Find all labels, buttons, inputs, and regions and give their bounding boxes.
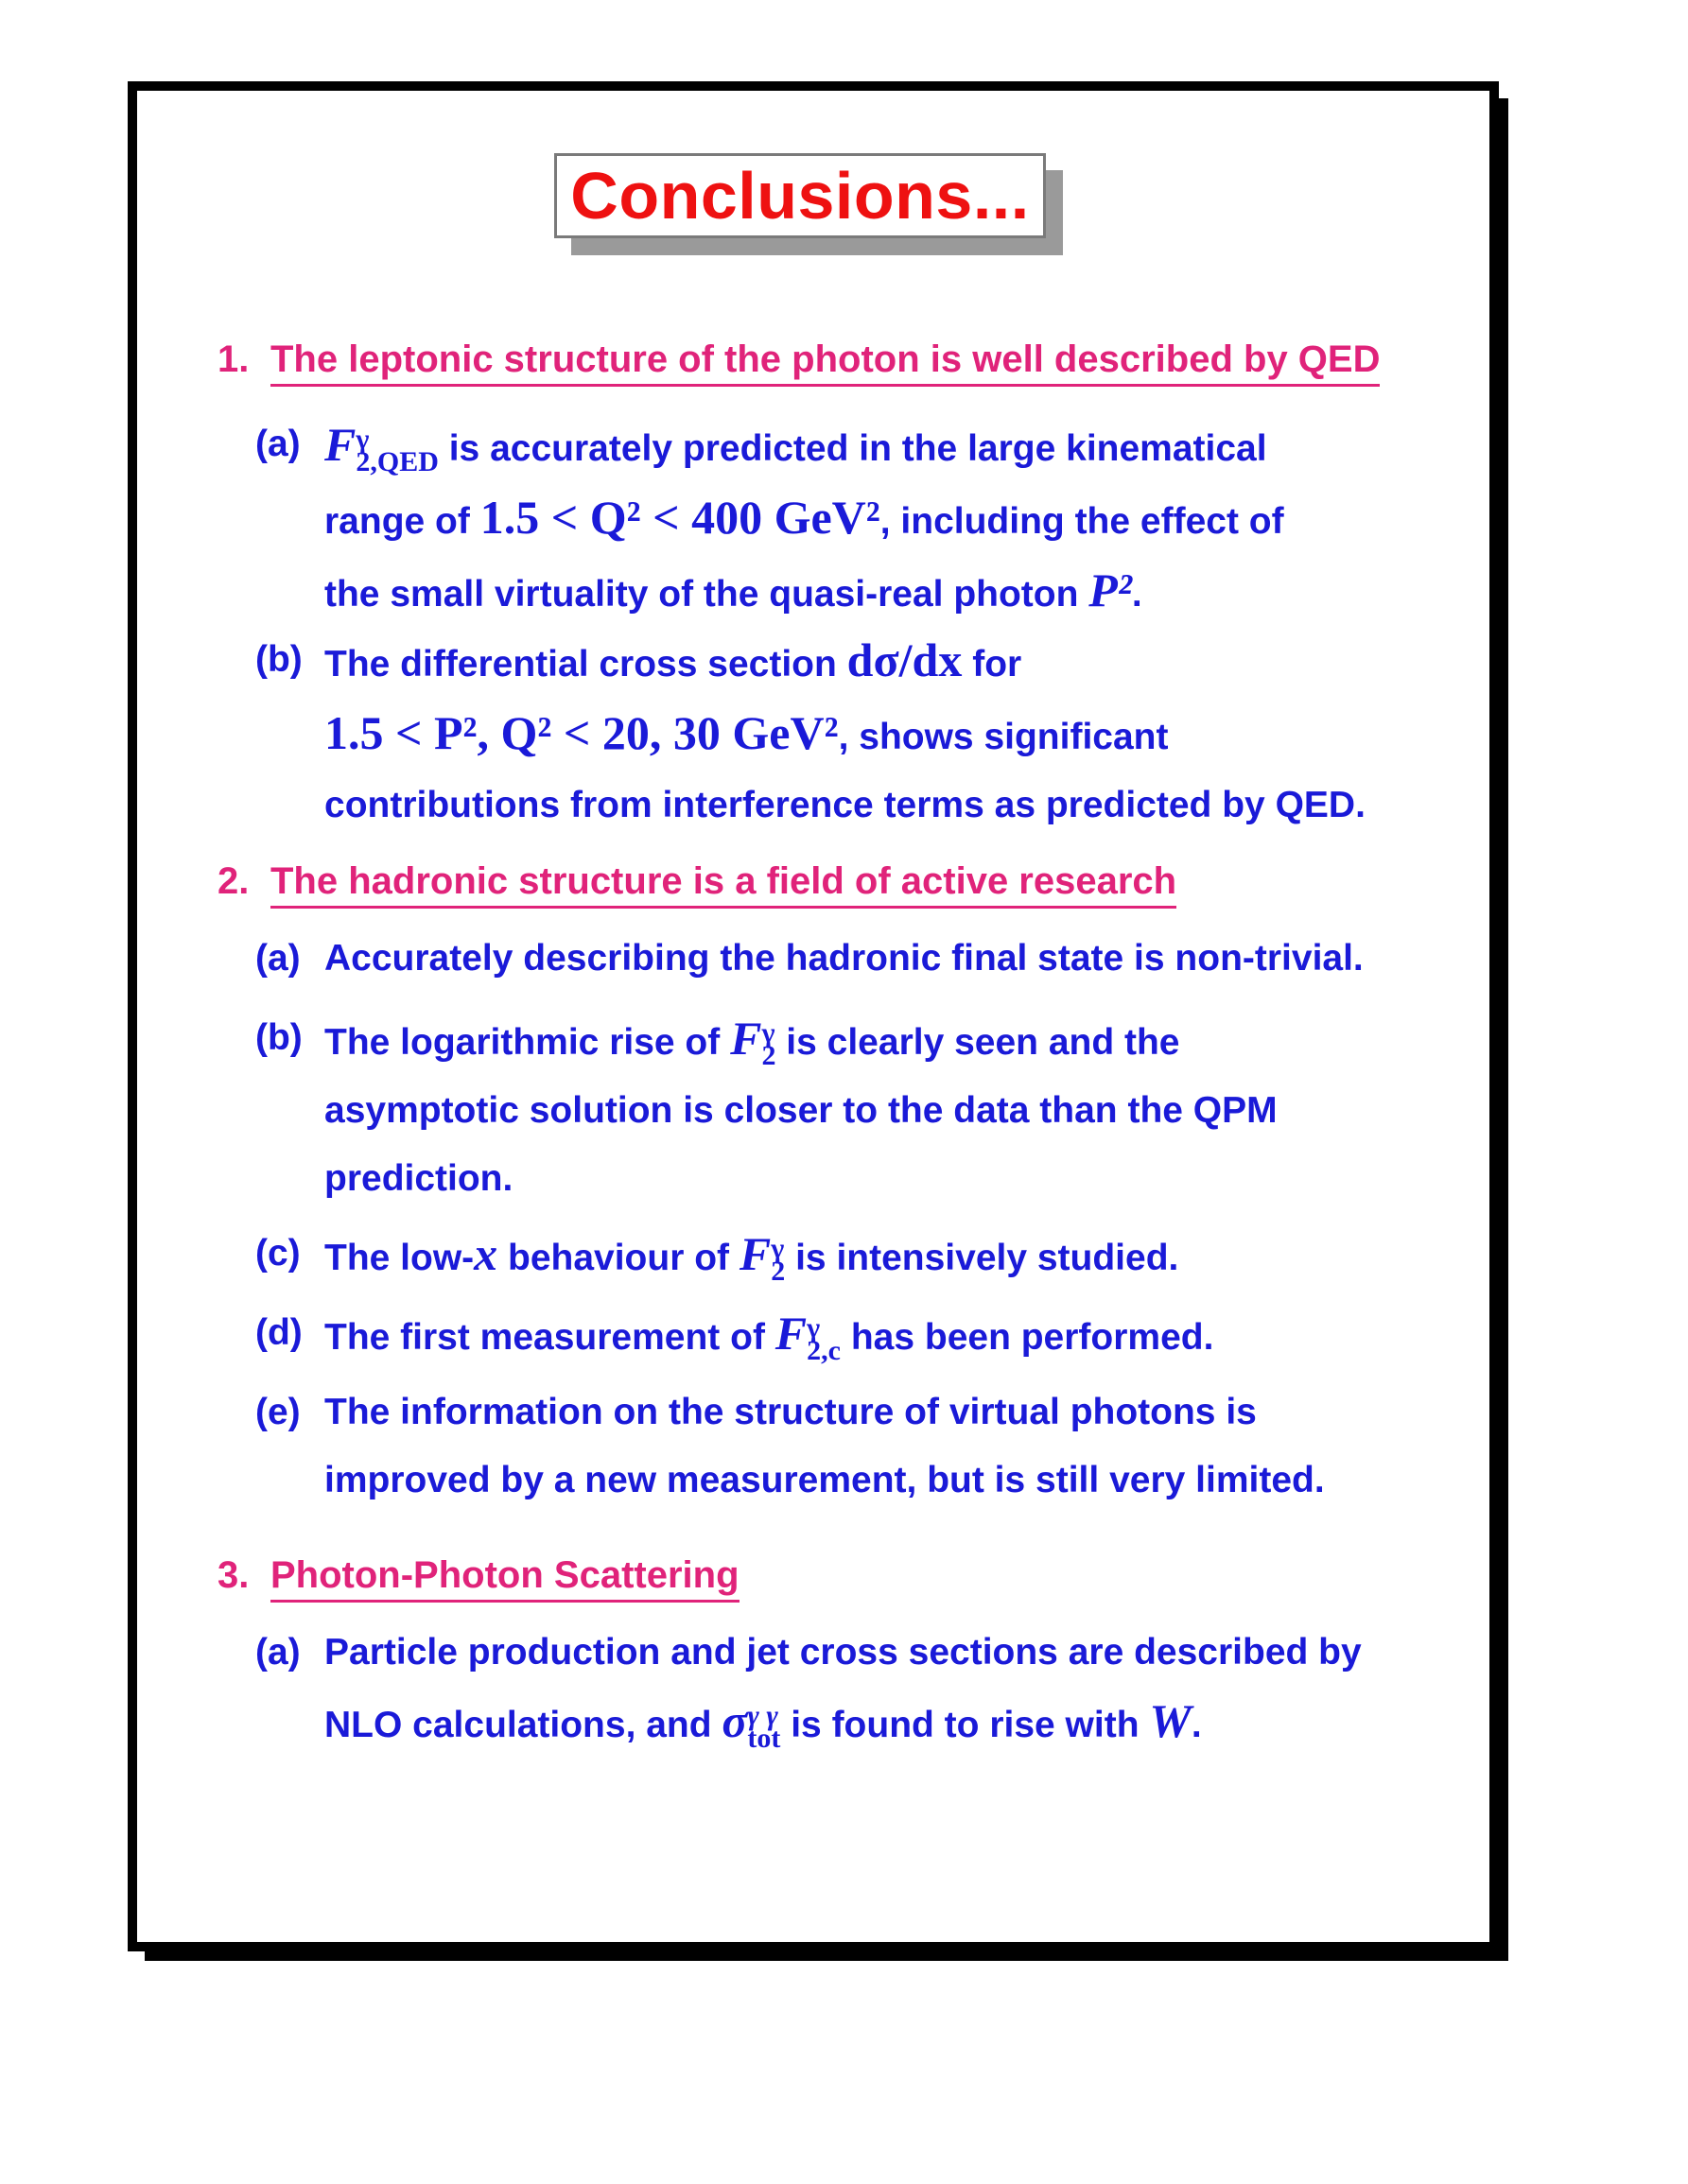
item-text: NLO calculations, and — [324, 1705, 712, 1745]
item-text: The first measurement of — [324, 1317, 765, 1358]
f2-symbol: F — [324, 418, 357, 471]
f2-indices — [761, 1016, 776, 1071]
subscript: 2 — [771, 1255, 786, 1287]
item-text: . — [1131, 574, 1142, 615]
item-text: has been performed. — [850, 1317, 1214, 1358]
item-text: behaviour of — [508, 1238, 730, 1278]
item-label: (a) — [255, 938, 301, 979]
item-text: prediction. — [324, 1158, 513, 1199]
slide-title: Conclusions... — [570, 159, 1030, 233]
item-text: asymptotic solution is closer to the data than the QPM — [324, 1090, 1278, 1131]
f2-indices — [771, 1232, 786, 1287]
superscript: γ γ — [747, 1699, 778, 1731]
item-1a — [255, 410, 1437, 629]
dsigma-dx: dσ/dx — [846, 633, 963, 686]
f2-indices — [356, 423, 439, 477]
p2-symbol: P² — [1088, 563, 1132, 616]
section-title: The leptonic structure of the photon is well described by QED — [270, 338, 1380, 387]
subscript: 2,QED — [356, 445, 439, 477]
item-text: Accurately describing the hadronic final state is non-trivial. — [324, 938, 1364, 979]
subscript: 2,c — [807, 1334, 841, 1366]
item-text: is found to rise with — [791, 1705, 1140, 1745]
item-text: range of — [324, 501, 470, 542]
superscript: γ — [761, 1016, 775, 1049]
item-label: (e) — [255, 1392, 301, 1432]
x-symbol: x — [474, 1227, 498, 1280]
superscript: γ — [807, 1311, 821, 1343]
item-2b — [255, 1004, 1437, 1213]
item-label: (a) — [255, 1632, 301, 1673]
item-label: (a) — [255, 424, 301, 464]
section-title: The hadronic structure is a field of active research — [270, 860, 1176, 909]
item-text: The low- — [324, 1238, 475, 1278]
section-number: 1. — [218, 338, 250, 380]
item-text: , shows significant — [838, 717, 1169, 757]
item-2d — [255, 1299, 1437, 1372]
sigma-indices — [747, 1699, 781, 1754]
subscript: 2 — [761, 1039, 776, 1071]
item-text: improved by a new measurement, but is still very limited. — [324, 1460, 1325, 1500]
item-2c — [255, 1220, 1437, 1292]
item-text: the small virtuality of the quasi-real photon — [324, 574, 1079, 615]
item-3a — [255, 1619, 1437, 1759]
section-number: 3. — [218, 1554, 250, 1596]
item-text: . — [1191, 1705, 1202, 1745]
f2-symbol: F — [730, 1012, 762, 1065]
item-text: The logarithmic rise of — [324, 1022, 721, 1063]
subscript: tot — [747, 1722, 781, 1754]
item-text: contributions from interference terms as predicted by QED. — [324, 785, 1366, 825]
section-3-heading — [218, 1554, 740, 1597]
f2-symbol: F — [739, 1227, 772, 1280]
item-2a — [255, 925, 1437, 993]
sigma-symbol: σ — [722, 1694, 748, 1747]
section-1-heading — [218, 338, 1380, 381]
item-1b — [255, 626, 1437, 840]
item-label: (c) — [255, 1233, 301, 1274]
item-label: (b) — [255, 639, 303, 680]
item-text: The differential cross section — [324, 644, 837, 685]
item-text: is accurately predicted in the large kinematical — [448, 428, 1267, 469]
p2-q2-range: 1.5 < P², Q² < 20, 30 GeV² — [324, 706, 839, 759]
item-text: , including the effect of — [879, 501, 1284, 542]
item-text: is intensively studied. — [795, 1238, 1179, 1278]
q2-range: 1.5 < Q² < 400 GeV² — [479, 491, 880, 544]
item-2e — [255, 1378, 1437, 1515]
item-label: (d) — [255, 1312, 303, 1353]
f2c-symbol: F — [774, 1307, 808, 1360]
superscript: γ — [356, 423, 370, 455]
item-text: for — [972, 644, 1022, 685]
title-box — [554, 153, 1046, 238]
item-label: (b) — [255, 1017, 303, 1058]
section-2-heading — [218, 860, 1176, 903]
w-symbol: W — [1149, 1694, 1192, 1747]
section-title: Photon-Photon Scattering — [270, 1554, 740, 1603]
item-text: is clearly seen and the — [786, 1022, 1180, 1063]
f2c-indices — [807, 1311, 841, 1366]
superscript: γ — [771, 1232, 785, 1264]
item-text: The information on the structure of virtual photons is — [324, 1392, 1257, 1432]
section-number: 2. — [218, 860, 250, 902]
item-text: Particle production and jet cross sections are described by — [324, 1632, 1362, 1673]
